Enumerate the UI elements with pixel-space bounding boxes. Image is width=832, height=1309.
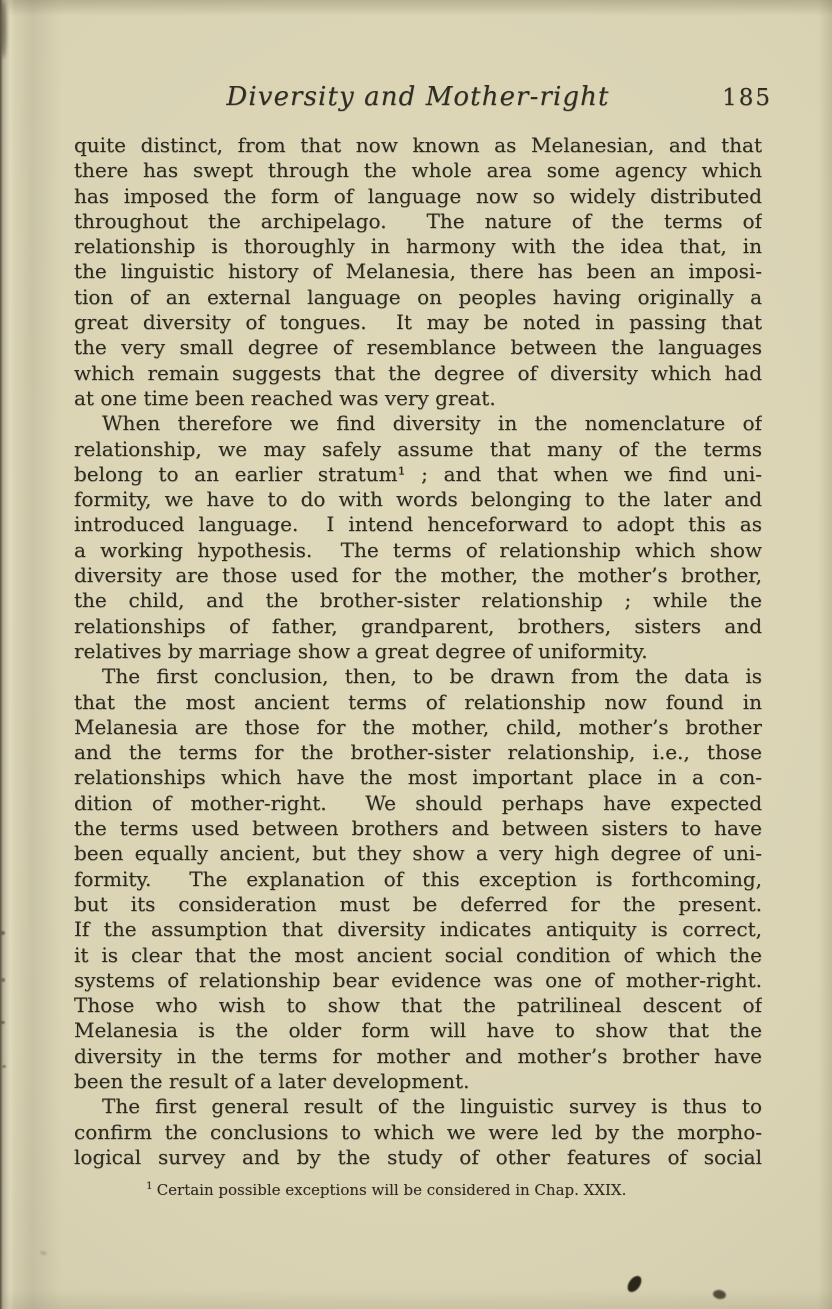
edge-speck [0, 931, 5, 935]
footnote-marker: 1 [146, 1180, 153, 1192]
text-line: relationship is thoroughly in harmony with the idea that, in [74, 234, 762, 259]
text-line: introduced language. I intend henceforward to adopt this as [74, 512, 762, 537]
text-line: a working hypothesis. The terms of relationship which show [74, 537, 762, 562]
ink-blot [712, 1289, 726, 1300]
page-body [74, 133, 762, 1170]
text-line: at one time been reached was very great. [74, 385, 496, 410]
text-line: and the terms for the brother-sister relationship, i.e., those [74, 740, 762, 765]
text-line: but its consideration must be deferred for the present. [74, 891, 762, 916]
text-line: logical survey and by the study of other features of social [74, 1144, 762, 1169]
text-line: tion of an external language on peoples having originally a [74, 284, 762, 309]
text-line: that the most ancient terms of relationship now found in [74, 689, 762, 714]
text-line: dition of mother-right. We should perhaps have expected [74, 790, 762, 815]
text-line: the linguistic history of Melanesia, there has been an imposi- [74, 259, 762, 284]
text-line: throughout the archipelago. The nature of the terms of [74, 208, 762, 233]
text-line: relationships of father, grandparent, brothers, sisters and [74, 613, 762, 638]
text-line: If the assumption that diversity indicates antiquity is correct, [74, 917, 762, 942]
text-line: been the result of a later development. [74, 1068, 470, 1093]
paper-smudge [40, 1250, 48, 1256]
text-line: Melanesia are those for the mother, child, mother’s brother [74, 714, 762, 739]
text-line: diversity in the terms for mother and mother’s brother have [74, 1043, 762, 1068]
ink-blot [625, 1273, 644, 1294]
text-line: there has swept through the whole area some agency which [74, 158, 762, 183]
running-head [74, 82, 772, 114]
text-line: has imposed the form of language now so widely distributed [74, 183, 762, 208]
text-line: The first conclusion, then, to be drawn from the data is [102, 664, 762, 689]
text-line: relationship, we may safely assume that many of the terms [74, 436, 762, 461]
edge-speck [1, 978, 5, 982]
text-line: been equally ancient, but they show a very high degree of uni- [74, 841, 762, 866]
text-line: the very small degree of resemblance between the languages [74, 335, 762, 360]
text-line: the terms used between brothers and between sisters to have [74, 816, 762, 841]
page-number: 185 [722, 85, 772, 111]
text-line: relatives by marriage show a great degree of uniformity. [74, 638, 648, 663]
text-line: great diversity of tongues. It may be noted in passing that [74, 310, 762, 335]
text-line: diversity are those used for the mother, the mother’s brother, [74, 563, 762, 588]
text-line: confirm the conclusions to which we were led by the morpho- [74, 1119, 762, 1144]
text-line: formity, we have to do with words belonging to the later and [74, 487, 762, 512]
text-line: belong to an earlier stratum¹ ; and that when we find uni- [74, 461, 762, 486]
text-line: When therefore we find diversity in the nomenclature of [102, 411, 762, 436]
edge-speck [2, 1065, 6, 1068]
corner-shadow [0, 0, 6, 58]
text-line: relationships which have the most important place in a con- [74, 765, 762, 790]
text-line: which remain suggests that the degree of diversity which had [74, 360, 762, 385]
running-header-title: Diversity and Mother-right [226, 82, 610, 112]
footnote [74, 1176, 762, 1200]
footnote-text: Certain possible exceptions will be considered in Chap. XXIX. [156, 1181, 627, 1199]
text-line: quite distinct, from that now known as Melanesian, and that [74, 133, 762, 157]
text-line: Melanesia is the older form will have to show that the [74, 1018, 762, 1043]
text-line: the child, and the brother-sister relationship ; while the [74, 588, 762, 613]
edge-speck [0, 1021, 5, 1024]
text-line: formity. The explanation of this exception is forthcoming, [74, 866, 762, 891]
text-line: Those who wish to show that the patrilineal descent of [74, 993, 762, 1018]
text-line: The first general result of the linguistic survey is thus to [102, 1094, 762, 1119]
text-line: systems of relationship bear evidence was one of mother-right. [74, 967, 762, 992]
text-line: it is clear that the most ancient social condition of which the [74, 942, 762, 967]
